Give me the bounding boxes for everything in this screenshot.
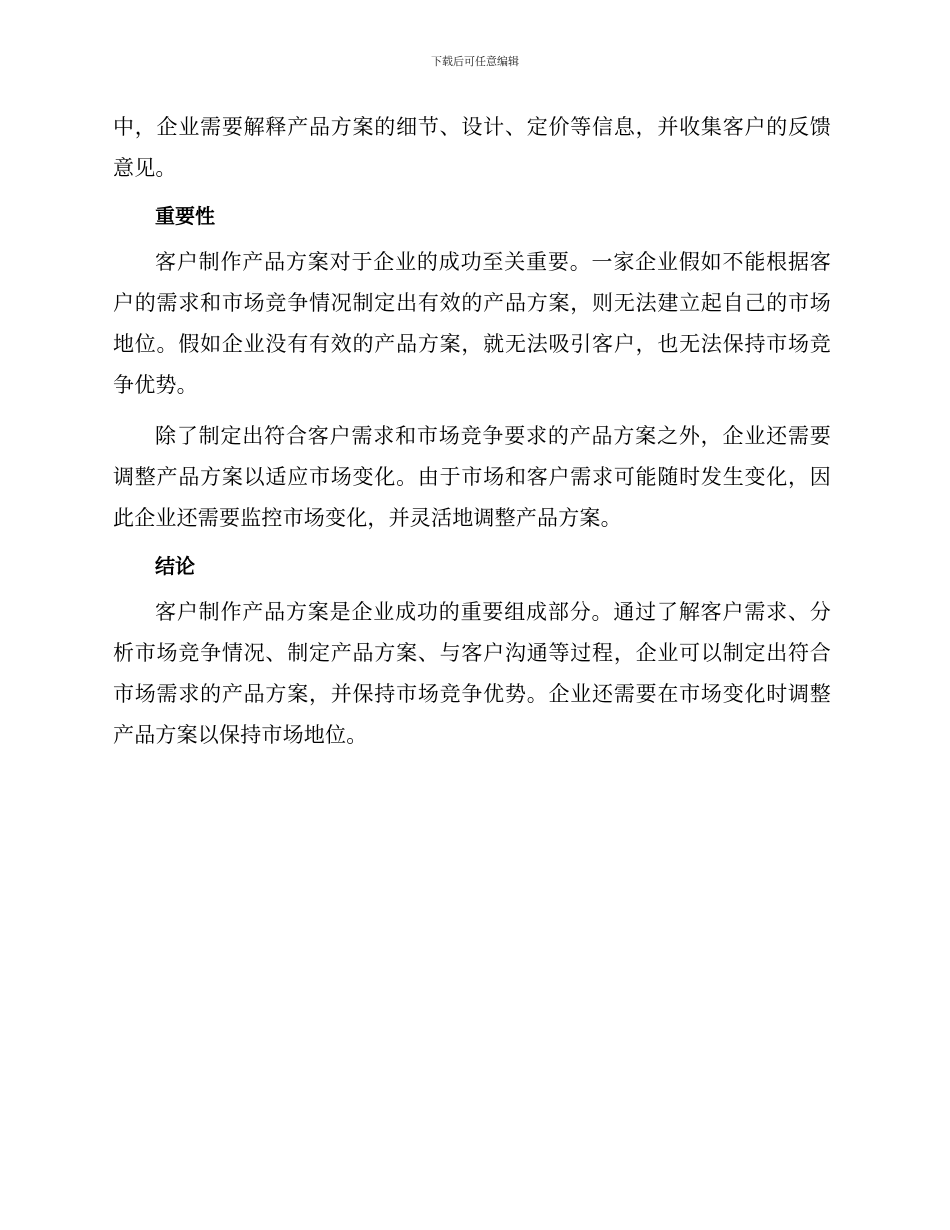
section-heading-conclusion: 结论 — [155, 554, 195, 578]
document-body — [113, 107, 831, 756]
intro-paragraph-continued: 中，企业需要解释产品方案的细节、设计、定价等信息，并收集客户的反馈意见。 — [113, 115, 831, 180]
section-heading-importance: 重要性 — [155, 204, 215, 228]
page-header: 下载后可任意编辑 — [431, 55, 519, 68]
conclusion-paragraph-1: 客户制作产品方案是企业成功的重要组成部分。通过了解客户需求、分析市场竞争情况、制定产品方案、与客户沟通等过程，企业可以制定出符合市场需求的产品方案，并保持市场竞争优势。企业还需要在市场变化时调整产品方案以保持市场地位。 — [113, 600, 831, 747]
importance-paragraph-1: 客户制作产品方案对于企业的成功至关重要。一家企业假如不能根据客户的需求和市场竞争情况制定出有效的产品方案，则无法建立起自己的市场地位。假如企业没有有效的产品方案，就无法吸引客户，也无法保持市场竞争优势。 — [113, 250, 831, 397]
importance-paragraph-2: 除了制定出符合客户需求和市场竞争要求的产品方案之外，企业还需要调整产品方案以适应市场变化。由于市场和客户需求可能随时发生变化，因此企业还需要监控市场变化，并灵活地调整产品方案。 — [113, 424, 831, 530]
